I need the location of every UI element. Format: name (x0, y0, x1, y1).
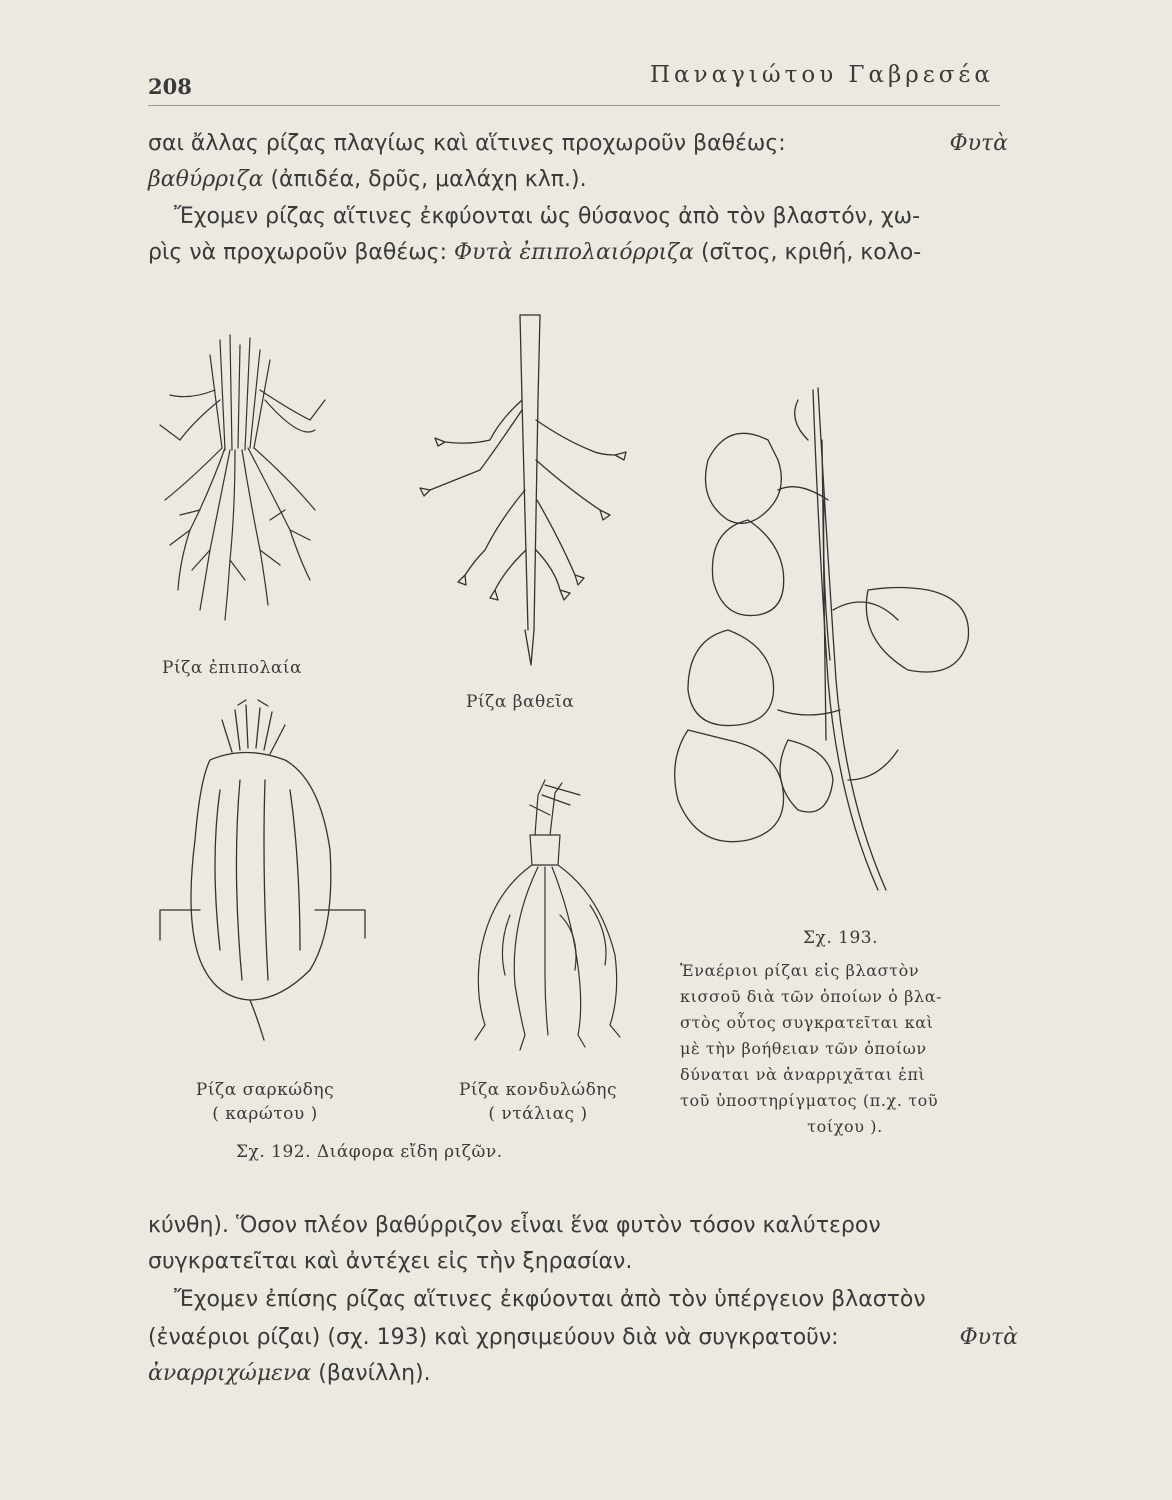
ivy-aerial-roots-illustration (668, 380, 1008, 900)
italic-term: Φυτὰ ἐπιπολαιόρριζα (453, 240, 694, 265)
caption-tuberous-root-sub: ( ντάλιας ) (488, 1104, 588, 1124)
fleshy-root-illustration (150, 700, 370, 1050)
bottom-text-line-5 (148, 1358, 1018, 1390)
text-span: (σῖτος, κριθή, κολο- (700, 240, 922, 265)
figure-193-label: Σχ. 193. (803, 928, 878, 948)
header-rule (148, 105, 1000, 106)
caption-tuberous-root: Ρίζα κονδυλώδης (458, 1080, 618, 1100)
italic-term: βαθύρριζα (148, 167, 264, 192)
italic-term: Φυτὰ (949, 131, 1008, 156)
top-text-line-1 (148, 128, 1008, 160)
caption-surface-root: Ρίζα ἐπιπολαία (162, 658, 302, 678)
caption-line: Ἐναέριοι ρίζαι εἰς βλαστὸν (680, 961, 920, 980)
caption-line: τοῦ ὑποστηρίγματος (π.χ. τοῦ (680, 1091, 939, 1110)
bottom-text-line-3: Ἔχομεν ἐπίσης ρίζας αἵτινες ἐκφύονται ἀπὸ τὸν ὑπέργειον βλαστὸν (174, 1287, 926, 1312)
bottom-text-line-1: κύνθη). Ὅσον πλέον βαθύρριζον εἶναι ἕνα φυτὸν τόσον καλύτερον (148, 1213, 881, 1238)
running-title: Παναγιώτου Γαβρεσέα (650, 62, 994, 88)
italic-term: Φυτὰ (959, 1325, 1018, 1350)
caption-line: τοίχου ). (807, 1117, 883, 1136)
caption-fleshy-root-sub: ( καρώτου ) (212, 1104, 318, 1124)
deep-root-illustration (400, 310, 640, 680)
caption-line: μὲ τὴν βοήθειαν τῶν ὁποίων (680, 1039, 927, 1058)
caption-line: κισσοῦ διὰ τῶν ὁποίων ὁ βλα- (680, 987, 943, 1006)
text-span: (βανίλλη). (318, 1361, 431, 1386)
caption-line: δύναται νὰ ἀναρριχᾶται ἐπὶ (680, 1065, 926, 1084)
caption-line: στὸς οὗτος συγκρατεῖται καὶ (680, 1013, 934, 1032)
caption-fleshy-root: Ρίζα σαρκώδης (195, 1080, 335, 1100)
top-text-line-4 (148, 237, 1008, 269)
top-text-line-2 (148, 164, 1008, 196)
page-number: 208 (148, 74, 192, 99)
bottom-text-line-2: συγκρατεῖται καὶ ἀντέχει εἰς τὴν ξηρασίαν. (148, 1249, 633, 1274)
italic-term: ἀναρριχώμενα (148, 1361, 312, 1386)
text-span: σαι ἄλλας ρίζας πλαγίως καὶ αἵτινες προχωροῦν βαθέως: (148, 131, 786, 156)
tuberous-root-illustration (450, 775, 650, 1055)
text-span: (ἐναέριοι ρίζαι) (σχ. 193) καὶ χρησιμεύουν διὰ νὰ συγκρατοῦν: (148, 1325, 839, 1350)
text-span: ρὶς νὰ προχωροῦν βαθέως: (148, 240, 447, 265)
figure-193-caption (680, 958, 1010, 1140)
top-text-line-3: Ἔχομεν ρίζας αἵτινες ἐκφύονται ὡς θύσανος ἀπὸ τὸν βλαστόν, χω- (174, 204, 921, 229)
bottom-text-line-4 (148, 1322, 1018, 1354)
surface-root-illustration (150, 330, 340, 630)
caption-deep-root: Ρίζα βαθεῖα (466, 692, 575, 712)
figure-192-caption: Σχ. 192. Διάφορα εἴδη ριζῶν. (236, 1142, 503, 1162)
text-span: (ἀπιδέα, δρῦς, μαλάχη κλπ.). (270, 167, 587, 192)
